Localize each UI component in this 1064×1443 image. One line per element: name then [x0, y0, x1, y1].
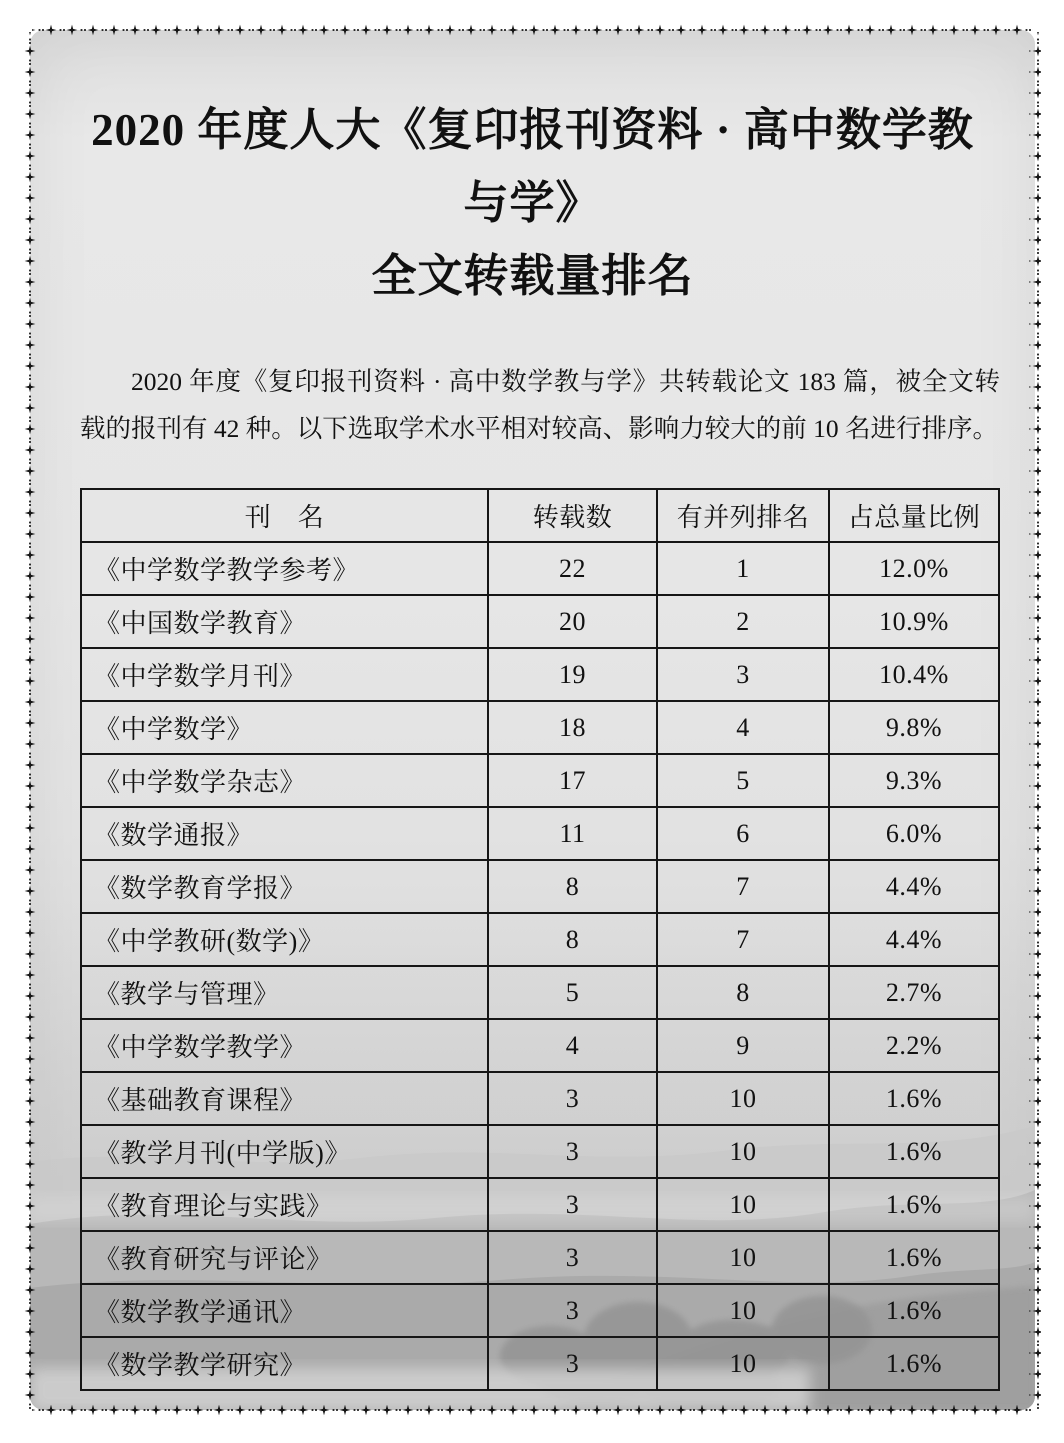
value-cell: 4 [488, 1019, 657, 1072]
value-cell: 8 [657, 966, 829, 1019]
journal-name-cell: 《教育研究与评论》 [81, 1231, 488, 1284]
value-cell: 10 [657, 1125, 829, 1178]
journal-name-cell: 《中学数学杂志》 [81, 754, 488, 807]
value-cell: 2.2% [829, 1019, 999, 1072]
column-header-3: 占总量比例 [829, 489, 999, 542]
page-title [70, 94, 995, 313]
value-cell: 10 [657, 1284, 829, 1337]
value-cell: 4.4% [829, 860, 999, 913]
column-header-2: 有并列排名 [657, 489, 829, 542]
value-cell: 10 [657, 1337, 829, 1390]
journal-name-cell: 《基础教育课程》 [81, 1072, 488, 1125]
value-cell: 18 [488, 701, 657, 754]
ranking-table [80, 488, 1000, 1391]
value-cell: 8 [488, 860, 657, 913]
value-cell: 1.6% [829, 1125, 999, 1178]
journal-name-cell: 《中学数学》 [81, 701, 488, 754]
value-cell: 2 [657, 595, 829, 648]
journal-name-cell: 《中学数学月刊》 [81, 648, 488, 701]
value-cell: 7 [657, 860, 829, 913]
value-cell: 7 [657, 913, 829, 966]
table-row [81, 754, 999, 807]
value-cell: 9.8% [829, 701, 999, 754]
value-cell: 3 [657, 648, 829, 701]
journal-name-cell: 《教学月刊(中学版)》 [81, 1125, 488, 1178]
table-row [81, 860, 999, 913]
value-cell: 3 [488, 1178, 657, 1231]
journal-name-cell: 《中学教研(数学)》 [81, 913, 488, 966]
table-row [81, 913, 999, 966]
table-row [81, 1072, 999, 1125]
value-cell: 9.3% [829, 754, 999, 807]
value-cell: 22 [488, 542, 657, 595]
value-cell: 1.6% [829, 1072, 999, 1125]
table-row [81, 1178, 999, 1231]
table-row [81, 1284, 999, 1337]
title-line-2: 全文转载量排名 [371, 250, 694, 301]
value-cell: 6 [657, 807, 829, 860]
table-row [81, 701, 999, 754]
journal-name-cell: 《数学教学研究》 [81, 1337, 488, 1390]
value-cell: 20 [488, 595, 657, 648]
table-row [81, 1019, 999, 1072]
journal-name-cell: 《中学数学教学参考》 [81, 542, 488, 595]
value-cell: 2.7% [829, 966, 999, 1019]
table-header-row [81, 489, 999, 542]
value-cell: 10 [657, 1231, 829, 1284]
value-cell: 10 [657, 1178, 829, 1231]
intro-paragraph: 2020 年度《复印报刊资料 · 高中数学教与学》共转载论文 183 篇，被全文转载的报刊有 42 种。以下选取学术水平相对较高、影响力较大的前 10 名进行排序。 [80, 366, 1000, 443]
value-cell: 5 [488, 966, 657, 1019]
value-cell: 1 [657, 542, 829, 595]
table-row [81, 1125, 999, 1178]
value-cell: 12.0% [829, 542, 999, 595]
value-cell: 17 [488, 754, 657, 807]
value-cell: 10.4% [829, 648, 999, 701]
journal-name-cell: 《中学数学教学》 [81, 1019, 488, 1072]
value-cell: 10 [657, 1072, 829, 1125]
journal-name-cell: 《教学与管理》 [81, 966, 488, 1019]
value-cell: 1.6% [829, 1337, 999, 1390]
value-cell: 9 [657, 1019, 829, 1072]
journal-name-cell: 《数学通报》 [81, 807, 488, 860]
value-cell: 10.9% [829, 595, 999, 648]
value-cell: 11 [488, 807, 657, 860]
journal-name-cell: 《中国数学教育》 [81, 595, 488, 648]
table-row [81, 648, 999, 701]
table-row [81, 807, 999, 860]
value-cell: 3 [488, 1125, 657, 1178]
journal-name-cell: 《数学教学通讯》 [81, 1284, 488, 1337]
value-cell: 3 [488, 1231, 657, 1284]
table-row [81, 542, 999, 595]
value-cell: 4 [657, 701, 829, 754]
title-line-1: 2020 年度人大《复印报刊资料 · 高中数学教与学》 [91, 105, 974, 228]
value-cell: 3 [488, 1337, 657, 1390]
value-cell: 8 [488, 913, 657, 966]
journal-name-cell: 《数学教育学报》 [81, 860, 488, 913]
table-row [81, 1231, 999, 1284]
value-cell: 4.4% [829, 913, 999, 966]
value-cell: 1.6% [829, 1231, 999, 1284]
value-cell: 19 [488, 648, 657, 701]
journal-name-cell: 《教育理论与实践》 [81, 1178, 488, 1231]
table-row [81, 1337, 999, 1390]
column-header-1: 转载数 [488, 489, 657, 542]
value-cell: 3 [488, 1072, 657, 1125]
page-content [30, 94, 1035, 1391]
value-cell: 6.0% [829, 807, 999, 860]
column-header-0: 刊 名 [81, 489, 488, 542]
value-cell: 1.6% [829, 1178, 999, 1231]
value-cell: 1.6% [829, 1284, 999, 1337]
document-page [30, 30, 1035, 1410]
value-cell: 3 [488, 1284, 657, 1337]
value-cell: 5 [657, 754, 829, 807]
table-row [81, 595, 999, 648]
table-row [81, 966, 999, 1019]
